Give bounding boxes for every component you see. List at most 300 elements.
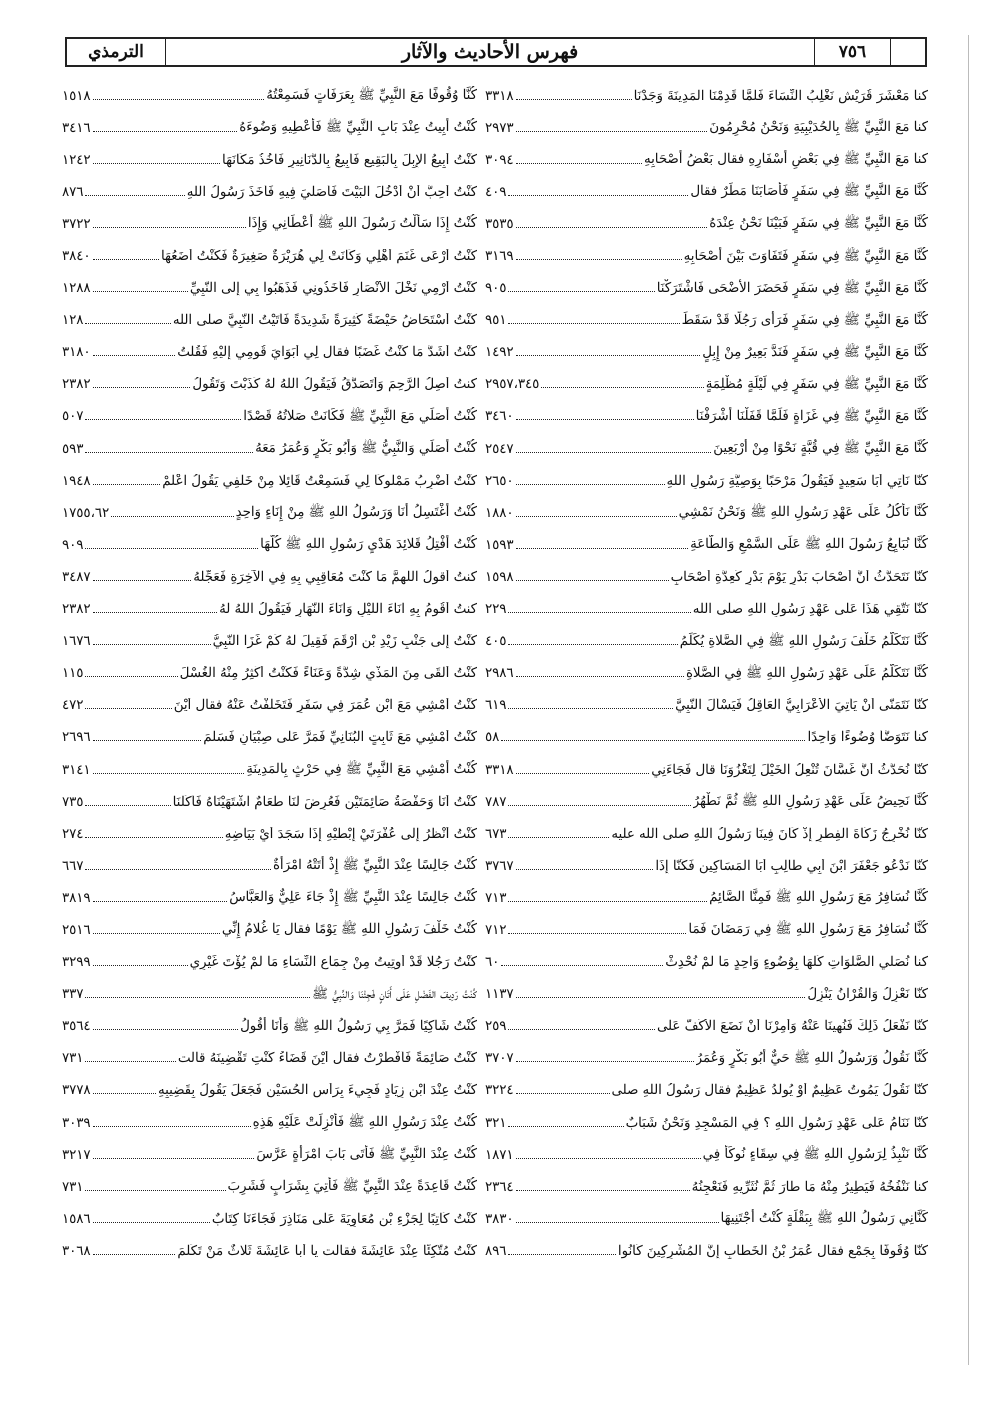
index-entry: [62, 144, 477, 176]
hadith-number: ١٢٨٨: [62, 281, 91, 297]
hadith-number: ٣١٦٩: [485, 249, 514, 265]
entry-text: كُنَّا وُقُوفًا بِجَمْعٍ فقال عُمَرُ بْنُ الخَطَّابِ إِنَّ المُشْرِكِينَ كَانُوا: [617, 1243, 928, 1259]
book-name: الترمذي: [67, 39, 166, 65]
leader-dots: [93, 740, 202, 741]
entry-text: كَنَّانِي رَسُولُ اللهِ ﷺ بِبَقْلَةٍ كُنْتُ أَجْتَنِيهَا: [720, 1211, 928, 1227]
entry-text: كُنْتُ أَرْمِي نَخْلَ الأَنْصَارِ فَأَخَذُونِي فَذَهَبُوا بِي إِلَى النَّبِيِّ: [189, 281, 477, 297]
index-entry: [62, 1171, 477, 1203]
entry-text: كُنَّا نُسَافِرُ مَعَ رَسُولِ اللهِ ﷺ فَمِنَّا الصَّائِمُ: [709, 890, 928, 906]
index-entry: [485, 818, 928, 850]
leader-dots: [516, 355, 701, 356]
hadith-number: ١٨٨٠: [485, 505, 514, 521]
index-entry: [62, 273, 477, 305]
hadith-number: ٣٨١٩: [62, 890, 91, 906]
entry-text: كُنْتُ أَنْظُرُ إِلَى عُفْرَتَيْ إِبْطَيْهِ إِذَا سَجَدَ أَيْ بَيَاضِهِ: [224, 826, 477, 842]
leader-dots: [508, 1126, 623, 1127]
entry-text: كُنَّا مَعَ النَّبِيِّ ﷺ فِي غَزَاةٍ فَلَمَّا قَفَلْنَا أَشْرَفْنَا: [695, 408, 928, 424]
entry-text: كُنَّا نَنْبِذُ لِرَسُولِ اللهِ ﷺ فِي سِقَاءٍ نُوكَأُ فِي: [702, 1147, 928, 1163]
leader-dots: [508, 644, 677, 645]
entry-text: كُنْتُ أَرْعَى غَنَمَ أَهْلِي وَكَانَتْ لِي هُرَيْرَةٌ صَغِيرَةٌ فَكُنْتُ أَضَعُهَا: [161, 249, 477, 265]
hadith-number: ٣٧٧٨: [62, 1083, 91, 1099]
entry-text: كُنْتُ أَبِيتُ عِنْدَ بَابِ النَّبِيِّ ﷺ فَأُعْطِيهِ وَضُوءَهُ: [239, 120, 477, 136]
index-entry: [485, 722, 928, 754]
entry-text: كُنَّا وُقُوفًا مَعَ النَّبِيِّ ﷺ بِعَرَفَاتٍ فَسَمِعْتُهُ: [266, 88, 477, 104]
entry-text: كُنَّا مَعَ النَّبِيِّ ﷺ فِي سَفَرٍ فَأَصَابَنَا مَطَرٌ فقال: [690, 184, 928, 200]
entry-text: كُنْتُ مُتَّكِئًا عِنْدَ عَائِشَةَ فقالت يا أبا عَائِشَةَ ثَلاثٌ مَنْ تَكَلَّمَ: [177, 1243, 477, 1259]
index-entry: [62, 497, 477, 529]
index-entry: [62, 947, 477, 979]
entry-text: كُنَّا نَتَّقِي هَذَا عَلَى عَهْدِ رَسُولِ اللهِ صلى الله: [692, 602, 928, 618]
hadith-number: ١٦٧٦: [62, 634, 91, 650]
index-entry: [485, 850, 928, 882]
entry-text: كُنْتُ قَاعِدَةً عِنْدَ النَّبِيِّ ﷺ فَأُتِيَ بِشَرَابٍ فَشَرِبَ: [227, 1179, 477, 1195]
index-entry: [62, 240, 477, 272]
leader-dots: [501, 965, 663, 966]
index-entry: [485, 1043, 928, 1075]
hadith-number: ٣٤١٦: [62, 120, 91, 136]
right-column: [485, 80, 928, 1267]
leader-dots: [516, 1222, 719, 1223]
hadith-number: ٤٧٢: [62, 698, 84, 714]
leader-dots: [93, 933, 220, 934]
leader-dots: [516, 99, 632, 100]
index-entry: [485, 305, 928, 337]
leader-dots: [516, 419, 694, 420]
index-entry: [62, 914, 477, 946]
index-entry: [62, 1075, 477, 1107]
leader-dots: [516, 869, 654, 870]
index-entry: [485, 1075, 928, 1107]
hadith-number: ١٤٩٢: [485, 345, 514, 361]
index-entry: [485, 273, 928, 305]
entry-text: كنا نَتَوَضَّأُ وُضُوءًا وَاحِدًا: [807, 730, 928, 746]
hadith-number: ٦٠: [485, 955, 500, 971]
entry-text: كُنْتُ أُحِبُّ أَنْ أَدْخُلَ البَيْتَ فَأُصَلِّيَ فِيهِ فَأَخَذَ رَسُولُ اللهِ: [186, 184, 477, 200]
hadith-number: ٦٧٣: [485, 826, 507, 842]
page-number-box: [814, 39, 925, 65]
entry-text: كُنْتُ رَجُلًا قَدْ أُوتِيتُ مِنْ جِمَاعِ النِّسَاءِ مَا لَمْ يُؤْتَ غَيْرِي: [189, 955, 477, 971]
hadith-number: ٣٢٩٩: [62, 955, 91, 971]
index-entry: [62, 305, 477, 337]
entry-text: كُنْتُ رَدِيفَ الفَضْلِ عَلَى أَتَانٍ فَجِئْنَا وَالنَّبِيُّ ﷺ: [311, 986, 477, 1002]
entry-text: كُنْتُ جَالِسًا عِنْدَ النَّبِيِّ ﷺ إِذْ أَتَتْهُ امْرَأَةٌ: [272, 858, 477, 874]
index-entry: [485, 626, 928, 658]
index-entry: [62, 176, 477, 208]
hadith-number: ١٢٨: [62, 313, 84, 329]
leader-dots: [516, 580, 669, 581]
entry-text: كُنَّا نَنَامُ عَلَى عَهْدِ رَسُولِ اللهِ ؟ فِي المَسْجِدِ وَنَحْنُ شَبَابٌ: [625, 1115, 928, 1131]
entry-text: كُنْتُ أَفْتِلُ قَلائِدَ هَدْيِ رَسُولِ اللهِ ﷺ كُلَّهَا: [260, 537, 477, 553]
entry-text: كُنَّا نَدْعُو جَعْفَرَ ابْنَ أَبِي طَالِبٍ أَبَا المَسَاكِينِ فَكُنَّا إِذَا: [655, 858, 928, 874]
leader-dots: [516, 259, 682, 260]
leader-dots: [516, 131, 708, 132]
index-entry: [485, 112, 928, 144]
index-entry: [485, 1139, 928, 1171]
hadith-number: ٣٢١: [485, 1115, 507, 1131]
hadith-number: ٣٠٣٩: [62, 1115, 91, 1131]
leader-dots: [516, 484, 665, 485]
leader-dots: [93, 355, 176, 356]
hadith-number: ٣٣١٨: [485, 88, 514, 104]
index-entry: [62, 112, 477, 144]
hadith-number: ٣٥٣٥: [485, 216, 514, 232]
hadith-number: ٩٥١: [485, 313, 507, 329]
page-header: [65, 37, 927, 67]
leader-dots: [85, 1190, 225, 1191]
leader-dots: [85, 323, 170, 324]
leader-dots: [93, 131, 238, 132]
entry-text: كُنَّا نَتَكَلَّمُ خَلْفَ رَسُولِ اللهِ ﷺ فِي الصَّلاةِ يُكَلِّمُ: [679, 633, 928, 649]
hadith-number: ٣٠٦٨: [62, 1243, 91, 1259]
leader-dots: [516, 676, 684, 677]
leader-dots: [516, 163, 642, 164]
leader-dots: [93, 773, 245, 774]
leader-dots: [93, 291, 188, 292]
index-entry: [62, 818, 477, 850]
entry-text: كُنْتُ أَبِيعُ الإِبِلَ بِالبَقِيعِ فَأَبِيعُ بِالدَّنَانِيرِ فَآخُذُ مَكَانَهَا: [222, 152, 477, 168]
hadith-number: ٩٠٥: [485, 281, 507, 297]
index-entry: [62, 433, 477, 465]
index-entry: [485, 465, 928, 497]
hadith-number: ٣١٨٠: [62, 345, 91, 361]
leader-dots: [93, 1158, 255, 1159]
index-entry: [485, 882, 928, 914]
entry-text: كُنْتُ أَشَدَّ مَا كُنْتُ غَضَبًا فقال لِي أَبَوَايَ قُومِي إِلَيْهِ فَقُلْتُ: [177, 345, 477, 361]
leader-dots: [93, 901, 228, 902]
leader-dots: [516, 773, 650, 774]
index-entry: [62, 401, 477, 433]
hadith-number: ٧٣١: [62, 1179, 84, 1195]
hadith-number: ٥٨: [485, 730, 500, 746]
leader-dots: [85, 869, 271, 870]
entry-text: كُنْتُ أَلْقَى مِنَ المَذْيِ شِدَّةً وَعَنَاءً فَكُنْتُ أُكْثِرُ مِنْهُ الغُسْلَ: [179, 666, 477, 682]
left-column: [62, 80, 477, 1267]
leader-dots: [85, 1061, 175, 1062]
hadith-number: ٢٦٩٦: [62, 730, 91, 746]
hadith-number: ٥٩٣: [62, 441, 84, 457]
leader-dots: [508, 195, 688, 196]
entry-text: كُنْتُ أَمْشِي مَعَ ثَابِتٍ البُنَانِيِّ فَمَرَّ عَلَى صِبْيَانٍ فَسَلَّمَ: [203, 730, 477, 746]
entry-text: كُنْتُ أَنَا وَحَفْصَةُ صَائِمَتَيْنِ فَعُرِضَ لَنَا طَعَامٌ اشْتَهَيْنَاهُ فَأَكَلْنَا: [172, 794, 477, 810]
hadith-number: ٢٩٨٦: [485, 666, 514, 682]
entry-text: كُنْتُ أَضْرِبُ مَمْلُوكًا لِي فَسَمِعْتُ قَائِلًا مِنْ خَلْفِي يَقُولُ اعْلَمْ: [162, 473, 477, 489]
hadith-number: ٢٧٤: [62, 826, 84, 842]
leader-dots: [93, 484, 161, 485]
hadith-number: ٢٥٩: [485, 1019, 507, 1035]
entry-text: كنتُ أَقُومُ بِهِ آنَاءَ اللَّيْلِ وَآنَاءَ النَّهَارِ فَيَقُولُ اللهُ لَهُ: [219, 602, 477, 618]
page-number: ٧٥٦: [838, 42, 867, 62]
hadith-number: ٣٧٢٢: [62, 216, 91, 232]
index-entry: [485, 594, 928, 626]
leader-dots: [111, 516, 233, 517]
index-entry: [485, 337, 928, 369]
leader-dots: [85, 997, 310, 998]
hadith-number: ٨٧٦: [62, 184, 84, 200]
hadith-number: ١١٥: [62, 666, 84, 682]
leader-dots: [508, 933, 686, 934]
hadith-number: ٢٣٨٢: [62, 602, 91, 618]
leader-dots: [516, 452, 712, 453]
hadith-number: ٦٦٧: [62, 858, 84, 874]
leader-dots: [93, 612, 218, 613]
leader-dots: [516, 997, 806, 998]
hadith-number: ٢٥٤٧: [485, 441, 514, 457]
entry-text: كُنْتُ أُصَلِّي وَالنَّبِيُّ ﷺ وَأَبُو بَكْرٍ وَعُمَرُ مَعَهُ: [255, 441, 477, 457]
index-entry: [485, 497, 928, 529]
leader-dots: [93, 163, 220, 164]
leader-dots: [508, 805, 690, 806]
index-entry: [485, 369, 928, 401]
index-entry: [62, 722, 477, 754]
entry-text: كُنْتُ عِنْدَ رَسُولِ اللهِ ﷺ فَأُنْزِلَتْ عَلَيْهِ هَذِهِ: [252, 1115, 477, 1131]
entry-text: كُنَّا نُحَدَّثُ أَنَّ غَسَّانَ تُنْعِلُ الخَيْلَ لِتَغْزُوَنَا قال فَجَاءَنِي: [651, 762, 928, 778]
hadith-number: ٣٢١٧: [62, 1147, 91, 1163]
index-entry: [485, 690, 928, 722]
entry-text: كُنْتُ أَمْشِي مَعَ ابْنِ عُمَرَ فِي سَفَرٍ فَتَخَلَّفْتُ عَنْهُ فقال أَيْنَ: [173, 698, 477, 714]
hadith-number: ٢٩٥٧،٣٤٥: [485, 377, 540, 393]
index-entry: [62, 465, 477, 497]
entry-text: كُنَّا مَعَ النَّبِيِّ ﷺ فِي سَفَرٍ فَنَدَّ بَعِيرٌ مِنْ إِبِلٍ: [702, 344, 928, 360]
entry-text: كُنَّا نَأْكُلُ عَلَى عَهْدِ رَسُولِ اللهِ ﷺ وَنَحْنُ نَمْشِي: [678, 505, 928, 521]
hadith-number: ٣٧٠٧: [485, 1051, 514, 1067]
hadith-number: ٣٧٦٧: [485, 858, 514, 874]
hadith-number: ٢٣٨٢: [62, 377, 91, 393]
index-entry: [485, 144, 928, 176]
entry-text: كُنَّا نُسَافِرُ مَعَ رَسُولِ اللهِ ﷺ فِي رَمَضَانَ فَمَا: [688, 922, 928, 938]
leader-dots: [501, 740, 805, 741]
entry-text: كُنَّا نَحِيضُ عَلَى عَهْدِ رَسُولِ اللهِ ﷺ ثُمَّ نَطْهُرُ: [692, 794, 928, 810]
index-entry: [62, 529, 477, 561]
entry-text: كُنْتُ شَاكِيًا فَمَرَّ بِي رَسُولُ اللهِ ﷺ وَأَنَا أَقُولُ: [240, 1018, 477, 1034]
leader-dots: [516, 227, 708, 228]
entry-text: كنتُ أقولُ اللهمَّ مَا كُنْتَ مُعَاقِبِي بِهِ فِي الآخِرَةِ فَعَجِّلْهُ: [193, 569, 477, 585]
index-entry: [485, 401, 928, 433]
hadith-number: ٦١٩: [485, 698, 507, 714]
leader-dots: [93, 1222, 210, 1223]
index-entry: [485, 754, 928, 786]
entry-text: كُنْتُ إِلَى جَنْبِ زَيْدِ بْنِ أَرْقَمَ فَقِيلَ لَهُ كَمْ غَزَا النَّبِيُّ: [212, 634, 477, 650]
hadith-number: ١٥٩٣: [485, 537, 514, 553]
entry-text: كنا نَنْفُخُهُ فَيَطِيرُ مِنْهُ مَا طَارَ ثُمَّ نُثَرِّيهِ فَنَعْجِنُهُ: [691, 1179, 928, 1195]
hadith-number: ٣٠٩٤: [485, 152, 514, 168]
hadith-number: ٧٨٧: [485, 794, 507, 810]
entry-text: كُنَّا مَعَ النَّبِيِّ ﷺ فِي سَفَرٍ فَحَضَرَ الأَضْحَى فَاشْتَرَكْنَا: [656, 280, 928, 296]
index-entry: [62, 1203, 477, 1235]
leader-dots: [516, 548, 688, 549]
entry-text: كُنْتُ أَسْتَحَاضُ حَيْضَةً كَثِيرَةً شَدِيدَةً فَأَتَيْتُ النَّبِيَّ صلى الله: [172, 313, 477, 329]
leader-dots: [508, 1254, 615, 1255]
index-entry: [62, 1043, 477, 1075]
hadith-number: ٣٥٦٤: [62, 1019, 91, 1035]
leader-dots: [508, 612, 690, 613]
page-edge-line: [968, 35, 969, 1365]
index-entry: [62, 690, 477, 722]
entry-text: كُنْتُ أَمْشِي مَعَ النَّبِيِّ ﷺ فِي حَرْثٍ بِالمَدِينَةِ: [246, 762, 477, 778]
leader-dots: [85, 548, 258, 549]
header-blank-cell: [890, 39, 925, 65]
hadith-number: ٢٩٧٣: [485, 120, 514, 136]
index-entry: [485, 529, 928, 561]
entry-text: كُنَّا نَعْزِلُ وَالقُرْآنُ يَنْزِلُ: [807, 987, 928, 1003]
hadith-number: ١٥٨٦: [62, 1211, 91, 1227]
leader-dots: [93, 1254, 176, 1255]
leader-dots: [93, 580, 192, 581]
leader-dots: [93, 1093, 156, 1094]
index-entry: [62, 626, 477, 658]
hadith-number: ٣٨٣٠: [485, 1211, 514, 1227]
leader-dots: [516, 516, 677, 517]
leader-dots: [93, 99, 265, 100]
index-entry: [485, 1171, 928, 1203]
index-entry: [485, 80, 928, 112]
hadith-number: ٥٠٧: [62, 409, 84, 425]
hadith-number: ٨٩٦: [485, 1243, 507, 1259]
leader-dots: [85, 419, 241, 420]
leader-dots: [508, 291, 654, 292]
index-entry: [485, 433, 928, 465]
leader-dots: [508, 708, 673, 709]
index-entry: [62, 369, 477, 401]
index-entry: [485, 561, 928, 593]
leader-dots: [508, 837, 609, 838]
leader-dots: [93, 1029, 239, 1030]
leader-dots: [85, 676, 177, 677]
entry-text: كُنْتُ خَلْفَ رَسُولِ اللهِ ﷺ يَوْمًا فقال يَا غُلامُ إِنِّي: [221, 922, 477, 938]
hadith-number: ١٩٤٨: [62, 473, 91, 489]
hadith-number: ١٨٧١: [485, 1147, 514, 1163]
hadith-number: ٢٦٥٠: [485, 473, 514, 489]
index-entry: [62, 882, 477, 914]
entry-text: كُنَّا نَتَحَدَّثُ أَنَّ أَصْحَابَ بَدْرٍ يَوْمَ بَدْرٍ كَعِدَّةِ أَصْحَابِ: [670, 569, 928, 585]
index-entry: [485, 1235, 928, 1267]
hadith-number: ٩٠٩: [62, 537, 84, 553]
entry-text: كُنْتُ عِنْدَ النَّبِيِّ ﷺ فَأَتَى بَابَ امْرَأَةٍ عَرَّسَ: [256, 1147, 477, 1163]
index-entry: [485, 176, 928, 208]
index-entry: [62, 594, 477, 626]
index-entry: [485, 786, 928, 818]
hadith-number: ٣٣٧: [62, 987, 84, 1003]
entry-text: كُنَّا نَفْعَلُ ذَلِكَ فَنُهِينَا عَنْهُ وَأُمِرْنَا أَنْ نَضَعَ الأَكُفَّ عَلَى: [656, 1019, 928, 1035]
hadith-number: ٣٤٨٧: [62, 569, 91, 585]
entry-text: كُنَّا مَعَ النَّبِيِّ ﷺ فِي سَفَرٍ فِي لَيْلَةٍ مُظْلِمَةٍ: [705, 376, 928, 392]
hadith-number: ١٥١٨: [62, 88, 91, 104]
index-entry: [62, 658, 477, 690]
leader-dots: [93, 387, 191, 388]
leader-dots: [516, 1093, 610, 1094]
index-entry: [485, 658, 928, 690]
hadith-number: ٢٢٩: [485, 602, 507, 618]
leader-dots: [93, 1126, 251, 1127]
index-entry: [485, 208, 928, 240]
hadith-number: ٧٣١: [62, 1051, 84, 1067]
leader-dots: [508, 1029, 655, 1030]
index-entry: [485, 240, 928, 272]
entry-text: كُنَّا مَعَ النَّبِيِّ ﷺ فِي قُبَّةٍ نَحْوًا مِنْ أَرْبَعِينَ: [713, 441, 928, 457]
entry-text: كنا مَعَ النَّبِيِّ ﷺ بِالحُدَيْبِيَةِ وَنَحْنُ مُحْرِمُونَ: [709, 120, 928, 136]
hadith-number: ٣٨٤٠: [62, 249, 91, 265]
entry-text: كُنَّا مَعَ النَّبِيِّ ﷺ فِي سَفَرٍ فَتَفَاوَتَ بَيْنَ أَصْحَابِهِ: [683, 248, 928, 264]
hadith-number: ٤٠٩: [485, 184, 507, 200]
index-entry: [485, 1203, 928, 1235]
entry-text: كُنَّا مَعَ النَّبِيِّ ﷺ فِي سَفَرٍ فَرَأَى رَجُلًا قَدْ سَقَطَ: [681, 312, 928, 328]
leader-dots: [85, 452, 253, 453]
index-entry: [485, 914, 928, 946]
hadith-number: ١١٣٧: [485, 987, 514, 1003]
index-entry: [62, 1107, 477, 1139]
index-entry: [485, 947, 928, 979]
entry-text: كُنَّا نَقُولُ وَرَسُولُ اللهِ ﷺ حَيٌّ أَبُو بَكْرٍ وَعُمَرُ: [695, 1050, 928, 1066]
index-entry: [62, 337, 477, 369]
leader-dots: [516, 1061, 694, 1062]
index-entry: [62, 80, 477, 112]
index-entry: [62, 561, 477, 593]
hadith-number: ٧٣٥: [62, 794, 84, 810]
leader-dots: [93, 227, 246, 228]
entry-text: كُنْتُ عِنْدَ ابْنِ زِيَادٍ فَجِيءَ بِرَأْسِ الحُسَيْنِ فَجَعَلَ يَقُولُ بِقَضِيبِهِ: [157, 1083, 477, 1099]
entry-text: كنتُ أَصِلُ الرَّحِمَ وَأَتَصَدَّقُ فَيَقُولُ اللهُ لَهُ كَذَبْتَ وَتَقُولُ: [192, 377, 477, 393]
entry-text: كُنْتُ كَاتِبًا لِجَزْءِ بْنِ مُعَاوِيَةَ عَلَى مَنَاذِرَ فَجَاءَنَا كِتَابٌ: [211, 1211, 477, 1227]
entry-text: كُنَّا نُخْرِجُ زَكَاةَ الفِطْرِ إِذْ كَانَ فِينَا رَسُولُ اللهِ صلى الله عليه: [611, 826, 928, 842]
entry-text: كُنْتُ إِذَا سَأَلْتُ رَسُولَ اللهِ ﷺ أَعْطَانِي وَإِذَا: [247, 216, 477, 232]
leader-dots: [93, 259, 159, 260]
entry-text: كُنْتُ جَالِسًا عِنْدَ النَّبِيِّ ﷺ إِذْ جَاءَ عَلِيٌّ وَالعَبَّاسُ: [229, 890, 477, 906]
leader-dots: [508, 323, 679, 324]
entry-text: كُنَّا مَعَ النَّبِيِّ ﷺ فِي سَفَرٍ فَبَيْنَا نَحْنُ عِنْدَهُ: [709, 216, 928, 232]
leader-dots: [508, 901, 707, 902]
entry-text: كُنَّا نَقُولُ يَمُوتُ عَظِيمٌ أَوْ يُولَدُ عَظِيمٌ فقال رَسُولُ اللهِ صلى: [611, 1083, 928, 1099]
leader-dots: [85, 708, 171, 709]
leader-dots: [85, 195, 184, 196]
index-entry: [62, 1139, 477, 1171]
leader-dots: [85, 837, 222, 838]
index-entry: [485, 979, 928, 1011]
hadith-number: ١٧٥٥،٦٢: [62, 505, 110, 521]
hadith-number: ٢٥١٦: [62, 922, 91, 938]
hadith-number: ١٥٩٨: [485, 569, 514, 585]
hadith-number: ٧١٢: [485, 922, 507, 938]
entry-text: كُنْتُ صَائِمَةً فَأَفْطَرْتُ فقال أَيْنَ قَضَاءُ كُنْتِ تَقْضِينَهُ قالت: [177, 1051, 477, 1067]
index-entry: [62, 786, 477, 818]
hadith-number: ٣٣١٨: [485, 762, 514, 778]
entry-text: كُنَّا نَأْتِي أَبَا سَعِيدٍ فَيَقُولُ مَرْحَبًا بِوَصِيَّةِ رَسُولِ اللهِ: [666, 473, 928, 489]
index-entry: [62, 1011, 477, 1043]
entry-text: كُنْتُ أَغْتَسِلُ أَنَا وَرَسُولُ اللهِ ﷺ مِنْ إِنَاءٍ وَاحِدٍ: [235, 505, 477, 521]
hadith-number: ٢٣٦٤: [485, 1179, 514, 1195]
index-entry: [62, 1235, 477, 1267]
index-entry: [62, 208, 477, 240]
hadith-number: ٣٤٦٠: [485, 409, 514, 425]
hadith-number: ٧١٣: [485, 890, 507, 906]
hadith-number: ٣١٤١: [62, 762, 91, 778]
leader-dots: [516, 1190, 690, 1191]
hadith-number: ٤٠٥: [485, 634, 507, 650]
leader-dots: [85, 805, 170, 806]
entry-text: كُنَّا نُبَايِعُ رَسُولَ اللهِ ﷺ عَلَى السَّمْعِ وَالطَّاعَةِ: [690, 537, 928, 553]
entry-text: كُنْتُ أُصَلِّي مَعَ النَّبِيِّ ﷺ فَكَانَتْ صَلاتُهُ قَصْدًا: [243, 408, 477, 424]
index-entry: [62, 850, 477, 882]
index-entry: [62, 754, 477, 786]
entry-text: كنا مَعْشَرَ قُرَيْشٍ نَغْلِبُ النِّسَاءَ فَلَمَّا قَدِمْنَا المَدِينَةَ وَجَدْنَا: [633, 88, 928, 104]
leader-dots: [93, 644, 211, 645]
index-entry: [485, 1011, 928, 1043]
index-entry: [62, 979, 477, 1011]
leader-dots: [516, 1158, 701, 1159]
leader-dots: [93, 965, 188, 966]
entry-text: كنا مَعَ النَّبِيِّ ﷺ فِي بَعْضِ أَسْفَارِهِ فقال بَعْضُ أَصْحَابِهِ: [643, 152, 928, 168]
index-entry: [485, 1107, 928, 1139]
hadith-number: ٣٢٢٤: [485, 1083, 514, 1099]
leader-dots: [541, 387, 703, 388]
